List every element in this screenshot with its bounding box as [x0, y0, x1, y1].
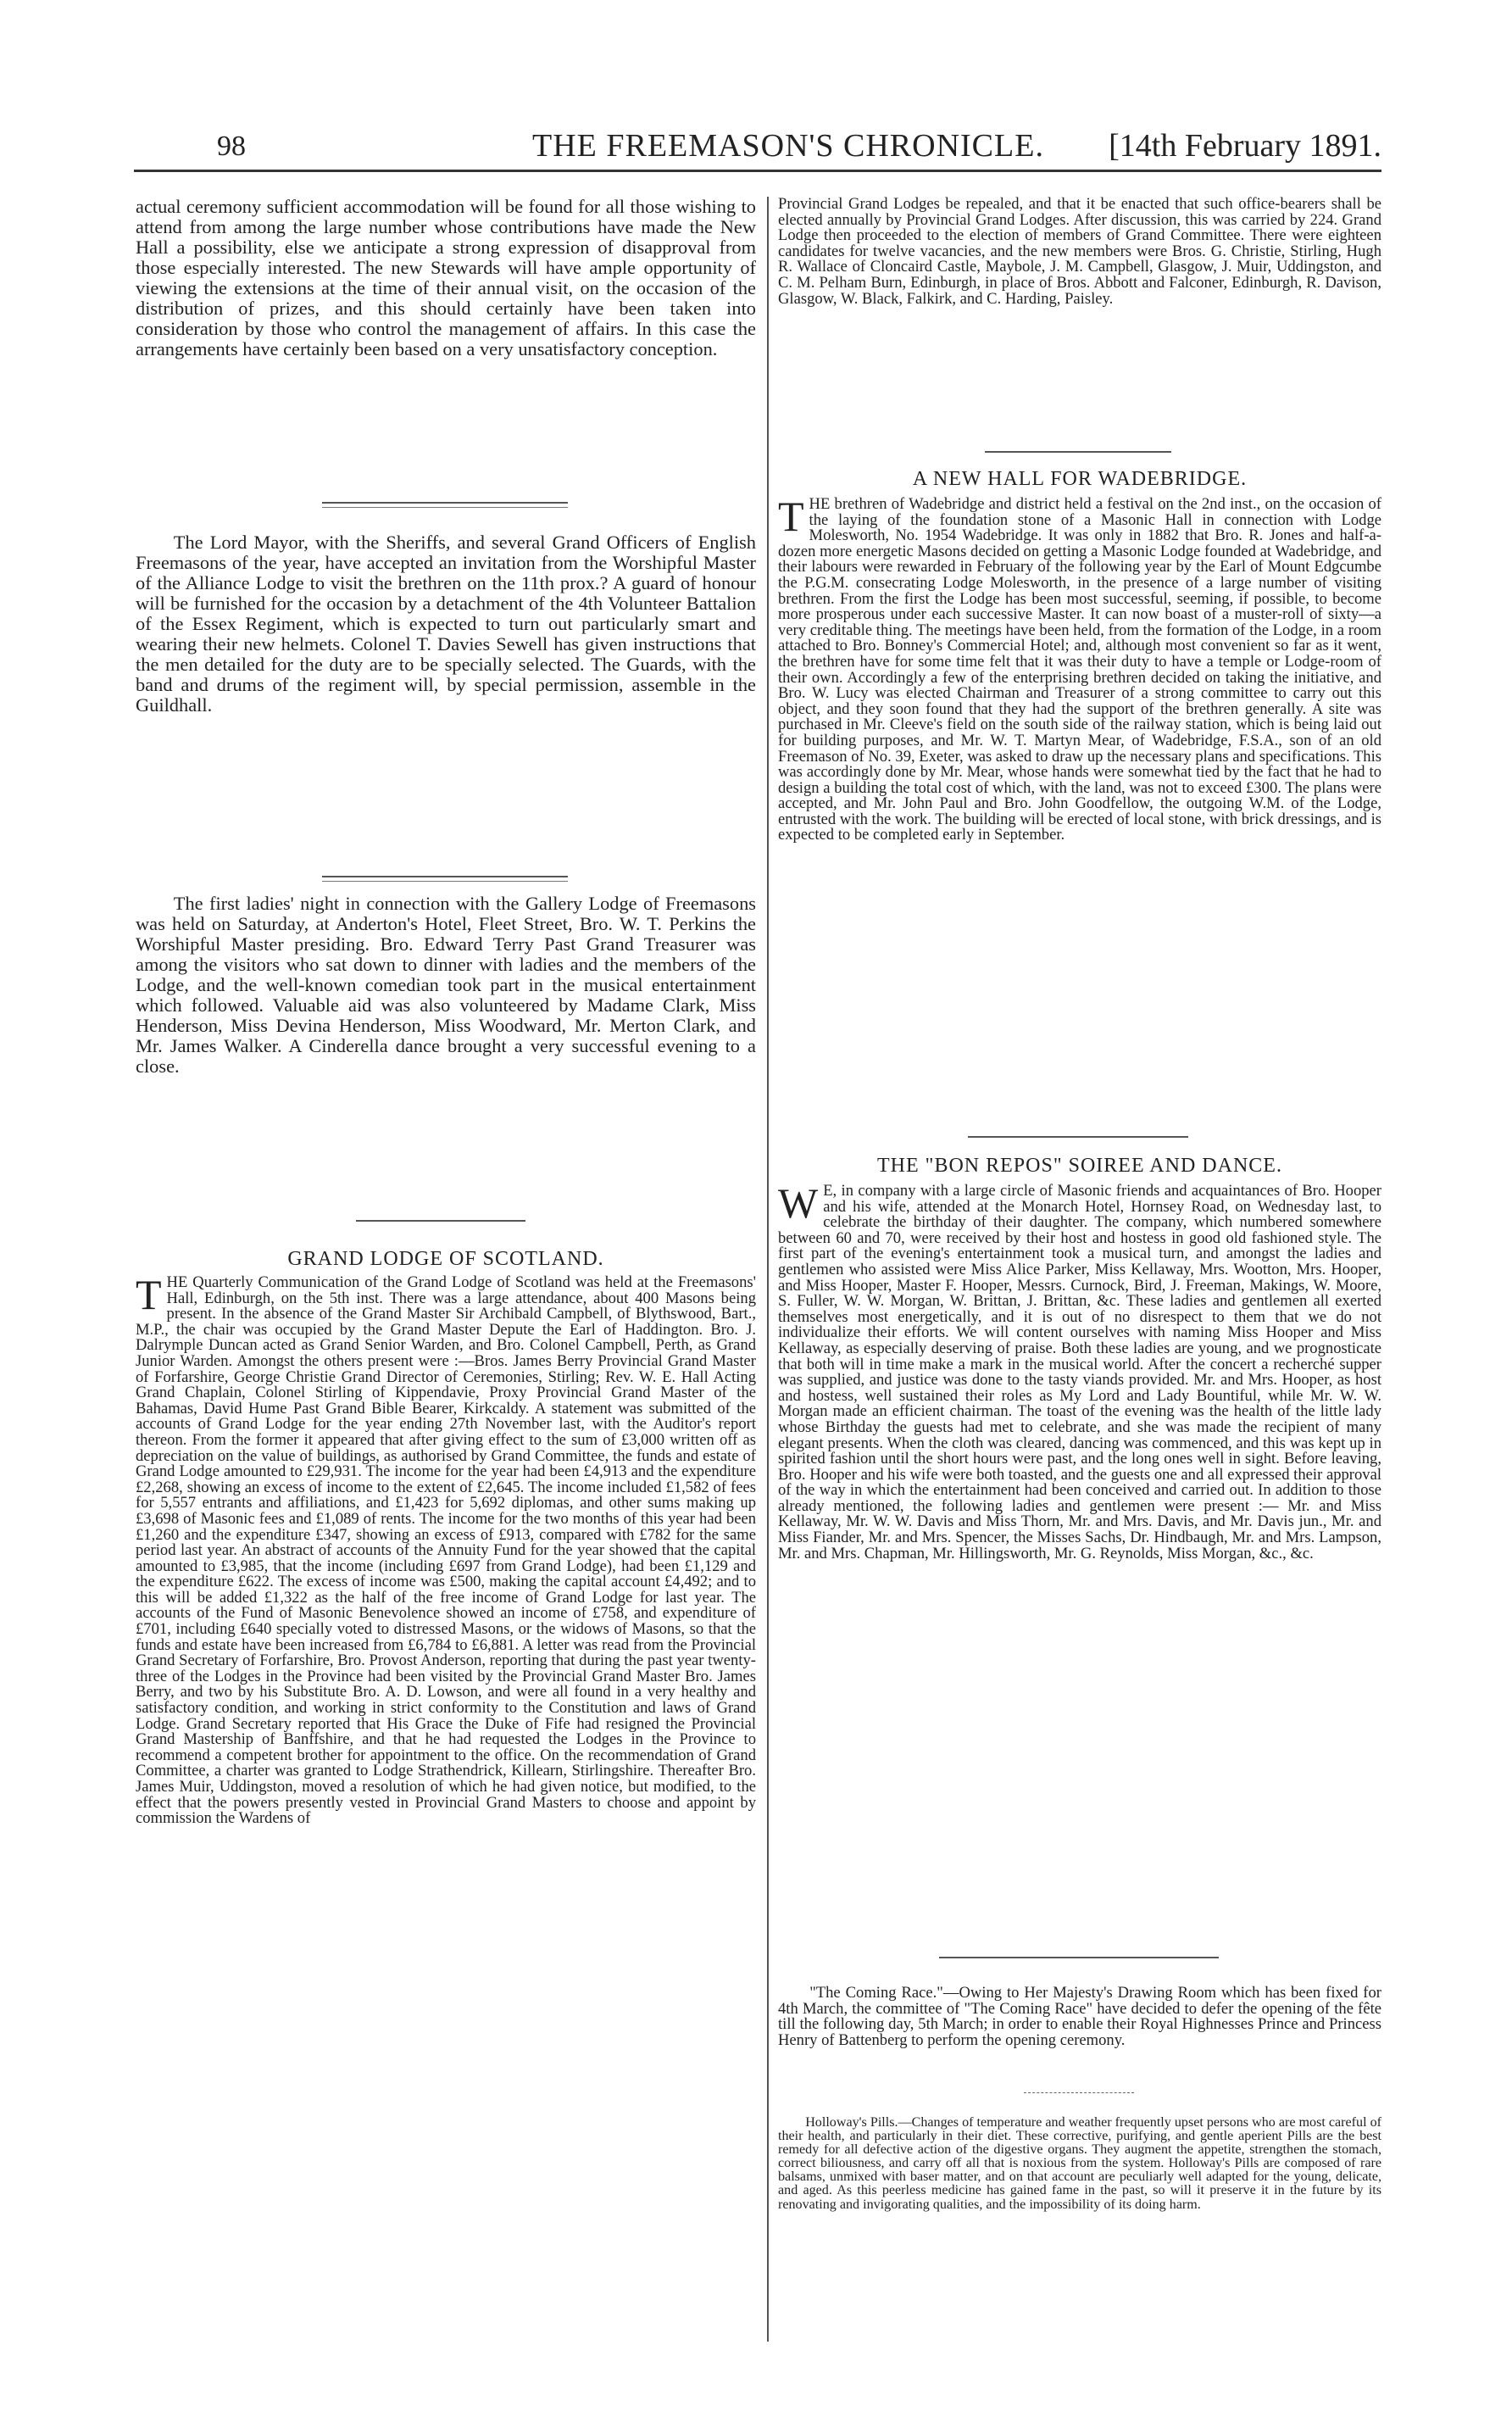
section-separator: [356, 1220, 525, 1222]
intro-paragraph: actual ceremony sufficient accommodation will be found for all those wishing to attend from among the large number whose contributions have made the New Hall a possibility, else we anticipate a strong expression of disapproval from those especially interested. The new Stewards will have ample opportunity of viewing the extensions at the time of their annual visit, on the occasion of the distribution of prizes, and this should certainly have been taken into consideration by those who control the management of affairs. In this case the arrangements have certainly been based on a very unsatisfactory conception.: [136, 196, 756, 359]
section-separator: [968, 1136, 1188, 1138]
masthead-title: THE FREEMASON'S CHRONICLE.: [532, 128, 1044, 164]
section-separator: [939, 1957, 1219, 1958]
issue-date: [14th February 1891.: [1109, 128, 1381, 164]
wadebridge-heading: A NEW HALL FOR WADEBRIDGE.: [912, 468, 1248, 490]
scotland-heading: GRAND LODGE OF SCOTLAND.: [287, 1248, 604, 1270]
holloway-advert: Holloway's Pills.—Changes of temperature and weather frequently upset persons who are most careful of their health, and particularly in their diet. These corrective, purifying, and gentle aperient Pills are the best remedy for all defective action of the digestive organs. They augment the appetite, strengthen the stomach, correct biliousness, and carry off all that is noxious from the system. Holloway's Pills are composed of rare balsams, unmixed with baser matter, and on that account are peculiarly well adapted for the young, delicate, and aged. As this peerless medicine has gained fame in the past, so will it preserve it in the future by its renovating and invigorating qualities, and the impossibility of its doing harm.: [778, 2115, 1381, 2212]
page-number: 98: [217, 131, 246, 162]
wadebridge-article: T HE brethren of Wadebridge and district held a festival on the 2nd inst., on the occasion of the laying of the foundation stone of a Masonic Hall in connection with Lodge Molesworth, No. 1954 Wadebridge. It was only in 1882 that Bro. R. Jones and half-a-dozen more energetic Masons decided on getting a Masonic Lodge founded at Wadebridge, and their labours were rewarded in February of the following year by the Earl of Mount Edgcumbe the P.G.M. consecrating Lodge Molesworth, in the presence of a large number of visiting brethren. From the first the Lodge has been most successful, seeming, if possible, to become more prosperous under each successive Master. It can now boast of a muster-roll of sixty—a very creditable thing. The meetings have been held, from the formation of the Lodge, in a room attached to Bro. Bonney's Commercial Hotel; and, although most convenient so far as it went, the brethren have for some time felt that it was their duty to have a temple or Lodge-room of their own. Accordingly a few of the enterprising brethren decided on taking the initiative, and Bro. W. Lucy was elected Chairman and Treasurer of a strong committee to carry out this object, and they soon found that they had the support of the brethren generally. A site was purchased in Mr. Cleeve's field on the south side of the railway station, which is being laid out for building purposes, and Mr. W. T. Martyn Mear, of Wadebridge, F.S.A., son of an old Freemason of No. 39, Exeter, was asked to draw up the necessary plans and specifications. This was accordingly done by Mr. Mear, whose hands were somewhat tied by the fact that he had to design a building the total cost of which, with the land, was not to exceed £300. The plans were accepted, and Mr. John Paul and Bro. John Goodfellow, the outgoing W.M. of the Lodge, entrusted with the work. The building will be erected of local stone, with brick dressings, and is expected to be completed early in September.: [778, 493, 1381, 844]
bon-repos-heading: THE "BON REPOS" SOIREE AND DANCE.: [877, 1155, 1282, 1177]
column-divider: [767, 197, 769, 2342]
page-header: [134, 125, 1381, 164]
bon-repos-article: W E, in company with a large circle of Masonic friends and acquaintances of Bro. Hooper and his wife, attended at the Monarch Hotel, Hornsey Road, on Wednesday last, to celebrate the birthday of their daughter. The company, which numbered somewhere between 60 and 70, were received by their host and hostess in good old fashioned style. The first part of the evening's entertainment took a musical turn, and amongst the ladies and gentlemen who assisted were Miss Alice Parker, Miss Kellaway, Mrs. Wootton, Mrs. Hooper, and Miss Hooper, Master F. Hooper, Messrs. Curnock, Bird, J. Freeman, Makings, W. Moore, S. Fuller, W. W. Morgan, W. Brittan, J. Brittan, &c. These ladies and gentlemen all exerted themselves most energetically, and it is out of no disrespect to them that we do not individualize their efforts. We will content ourselves with naming Miss Hooper and Miss Kellaway, as especially deserving of praise. Both these ladies are young, and we prognosticate that both will in time make a mark in the musical world. After the concert a recherché supper was supplied, and justice was done to the tasty viands provided. Mr. and Mrs. Hooper, as host and hostess, well sustained their roles as My Lord and Lady Bountiful, while Mr. W. W. Morgan made an efficient chairman. The toast of the evening was the health of the little lady whose Birthday the guests had met to celebrate, and she was made the recipient of many elegant presents. When the cloth was cleared, dancing was commenced, and this was kept up in spirited fashion until the short hours were past, and the long ones well in sight. Before leaving, Bro. Hooper and his wife were both toasted, and the guests one and all expressed their approval of the way in which the entertainment had been conceived and carried out. In addition to those already mentioned, the following ladies and gentlemen were present :— Mr. and Miss Kellaway, Mr. W. W. Davis and Miss Thorn, Mr. and Mrs. Davis, and Mr. Davis jun., Mr. and Miss Fiander, Mr. and Mrs. Spencer, the Misses Sachs, Dr. Hindbaugh, Mr. and Mrs. Lampson, Mr. and Mrs. Chapman, Mr. Hillingsworth, Mr. G. Reynolds, Miss Morgan, &c., &c.: [778, 1179, 1381, 1562]
scotland-article-continued: Provincial Grand Lodges be repealed, and that it be enacted that such office-bearers shall be elected annually by Provincial Grand Lodges. After discussion, this was carried by 224. Grand Lodge then proceeded to the election of members of Grand Committee. There were eighteen candidates for twelve vacancies, and the new members were Bros. G. Christie, Stirling, Hugh R. Wallace of Cloncaird Castle, Maybole, J. M. Campbell, Glasgow, J. Muir, Uddingston, and C. M. Pelham Burn, Edinburgh, in place of Bros. Abbott and Falconer, Edinburgh, R. Davison, Glasgow, W. Black, Falkirk, and C. Harding, Paisley.: [778, 195, 1381, 308]
drop-cap: T: [778, 493, 804, 540]
drop-cap: T: [136, 1271, 162, 1318]
lord-mayor-paragraph: The Lord Mayor, with the Sheriffs, and several Grand Officers of English Freemasons of the year, have accepted an invitation from the Worshipful Master of the Alliance Lodge to visit the brethren on the 11th prox.? A guard of honour will be furnished for the occasion by a detachment of the 4th Volunteer Battalion of the Essex Regiment, which is expected to turn out particularly smart and wearing their new helmets. Colonel T. Davies Sewell has given instructions that the men detailed for the duty are to be specially selected. The Guards, with the band and drums of the regiment will, by special permission, assemble in the Guildhall.: [136, 532, 756, 716]
drop-cap: W: [778, 1179, 819, 1227]
ladies-night-paragraph: The first ladies' night in connection with the Gallery Lodge of Freemasons was held on Saturday, at Anderton's Hotel, Fleet Street, Bro. W. T. Perkins the Worshipful Master presiding. Bro. Edward Terry Past Grand Treasurer was among the visitors who sat down to dinner with ladies and the members of the Lodge, and the well-known comedian took part in the musical entertainment which followed. Valuable aid was also volunteered by Madame Clark, Miss Henderson, Miss Devina Henderson, Miss Woodward, Mr. Merton Clark, and Mr. James Walker. A Cinderella dance brought a very successful evening to a close.: [136, 893, 756, 1077]
section-separator: [322, 502, 568, 508]
section-separator: [985, 451, 1171, 453]
coming-race-paragraph: "The Coming Race."—Owing to Her Majesty's Drawing Room which has been fixed for 4th March, the committee of "The Coming Race" have decided to defer the opening of the fête till the following day, 5th March; in order to enable their Royal Highnesses Prince and Princess Henry of Battenberg to perform the opening ceremony.: [778, 1984, 1381, 2049]
header-rule: [134, 170, 1381, 172]
section-separator: [1024, 2092, 1134, 2093]
section-separator: [322, 876, 568, 882]
scotland-article: T HE Quarterly Communication of the Grand Lodge of Scotland was held at the Freemasons' Hall, Edinburgh, on the 5th inst. There was a large attendance, about 400 Masons being present. In the absence of the Grand Master Sir Archibald Campbell, of Blythswood, Bart., M.P., the chair was occupied by the Grand Master Depute the Earl of Haddington. Bro. J. Dalrymple Duncan acted as Grand Senior Warden, and Bro. Colonel Campbell, Perth, as Grand Junior Warden. Amongst the others present were :—Bros. James Berry Provincial Grand Master of Forfarshire, George Christie Grand Director of Ceremonies, Stirling; Rev. W. E. Hall Acting Grand Chaplain, Colonel Stirling of Kippendavie, Proxy Provincial Grand Master of the Bahamas, David Hume Past Grand Bible Bearer, Kirkcaldy. A statement was submitted of the accounts of Grand Lodge for the year ending 27th November last, with the Auditor's report thereon. From the former it appeared that after giving effect to the sum of £3,000 written off as depreciation on the value of buildings, as authorised by Grand Committee, the funds and estate of Grand Lodge amounted to £29,931. The income for the year had been £4,913 and the expenditure £2,268, showing an excess of income to the extent of £2,645. The income included £1,582 of fees for 5,557 entrants and affiliations, and £1,423 for 5,692 diplomas, and other sums making up £3,698 of Masonic fees and £1,089 of rents. The income for the two months of this year had been £1,260 and the expenditure £347, showing an excess of £913, compared with £782 for the same period last year. An abstract of accounts of the Annuity Fund for the year showed that the capital amounted to £3,985, that the income (including £697 from Grand Lodge), had been £1,129 and the expenditure £622. The excess of income was £500, making the capital account £4,492; and to this will be added £1,322 as the half of the free income of Grand Lodge for last year. The accounts of the Fund of Masonic Benevolence showed an income of £758, and expenditure of £701, including £640 specially voted to distressed Masons, or the widows of Masons, so that the funds and estate have been increased from £6,784 to £6,881. A letter was read from the Provincial Grand Secretary of Forfarshire, Bro. Provost Anderson, reporting that during the past year twenty-three of the Lodges in the Province had been visited by the Provincial Grand Master Bro. James Berry, and two by his Substitute Bro. A. D. Lowson, and were all found in a very healthy and satisfactory condition, and working in strict conformity to the Constitution and laws of Grand Lodge. Grand Secretary reported that His Grace the Duke of Fife had resigned the Provincial Grand Mastership of Banffshire, and that he had requested the Lodges in the Province to recommend a competent brother for appointment to the office. On the recommendation of Grand Committee, a charter was granted to Lodge Strathendrick, Killearn, Stirlingshire. Thereafter Bro. James Muir, Uddingston, moved a resolution of which he had given notice, but modified, to the effect that the powers presently vested in Provincial Grand Masters to choose and appoint by commission the Wardens of: [136, 1271, 756, 1828]
